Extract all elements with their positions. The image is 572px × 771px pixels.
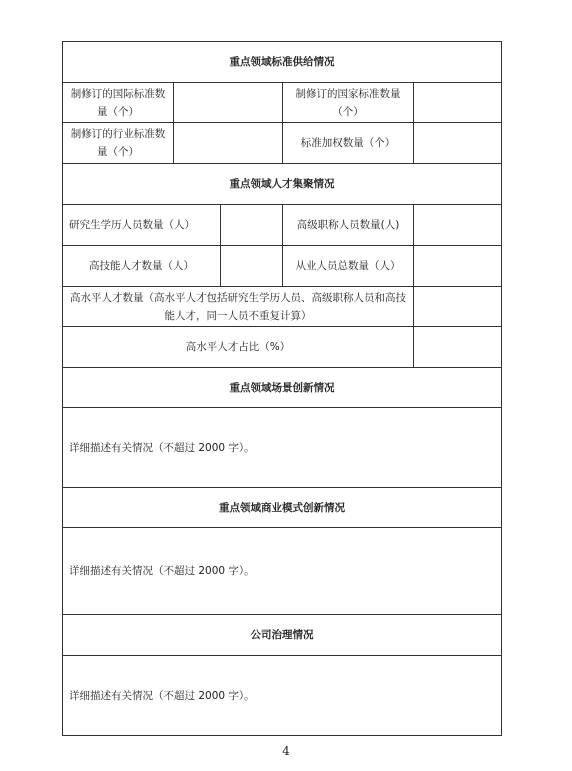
- page-number: 4: [282, 744, 290, 758]
- total-employees-value[interactable]: [414, 246, 502, 287]
- intl-standards-value[interactable]: [174, 83, 283, 123]
- high-level-talent-value[interactable]: [414, 287, 502, 327]
- business-model-description-field[interactable]: 详细描述有关情况（不超过 2000 字）。: [63, 528, 502, 615]
- industry-standards-label: 制修订的行业标准数量（个）: [63, 123, 174, 164]
- postgrad-staff-label: 研究生学历人员数量（人）: [63, 205, 221, 246]
- high-level-ratio-label: 高水平人才占比（%）: [63, 327, 414, 368]
- scenario-description-field[interactable]: 详细描述有关情况（不超过 2000 字）。: [63, 408, 502, 488]
- high-skill-talent-value[interactable]: [221, 246, 283, 287]
- report-form-table: [62, 41, 502, 736]
- high-level-talent-label: 高水平人才数量（高水平人才包括研究生学历人员、高级职称人员和高技能人才，同一人员不重复计算）: [63, 287, 414, 327]
- weighted-standards-value[interactable]: [414, 123, 502, 164]
- governance-description-field[interactable]: 详细描述有关情况（不超过 2000 字）。: [63, 656, 502, 736]
- talent-section-title: 重点领域人才集聚情况: [63, 164, 502, 205]
- total-employees-label: 从业人员总数量（人）: [283, 246, 414, 287]
- high-skill-talent-label: 高技能人才数量（人）: [63, 246, 221, 287]
- intl-standards-label: 制修订的国际标准数量（个）: [63, 83, 174, 123]
- national-standards-value[interactable]: [414, 83, 502, 123]
- postgrad-staff-value[interactable]: [221, 205, 283, 246]
- governance-section-title: 公司治理情况: [63, 615, 502, 656]
- scenario-section-title: 重点领域场景创新情况: [63, 368, 502, 408]
- senior-title-staff-label: 高级职称人员数量(人): [283, 205, 414, 246]
- senior-title-staff-value[interactable]: [414, 205, 502, 246]
- high-level-ratio-value[interactable]: [414, 327, 502, 368]
- standards-section-title: 重点领域标准供给情况: [63, 42, 502, 83]
- industry-standards-value[interactable]: [174, 123, 283, 164]
- weighted-standards-label: 标准加权数量（个）: [283, 123, 414, 164]
- national-standards-label: 制修订的国家标准数量（个）: [283, 83, 414, 123]
- business-model-section-title: 重点领域商业模式创新情况: [63, 488, 502, 528]
